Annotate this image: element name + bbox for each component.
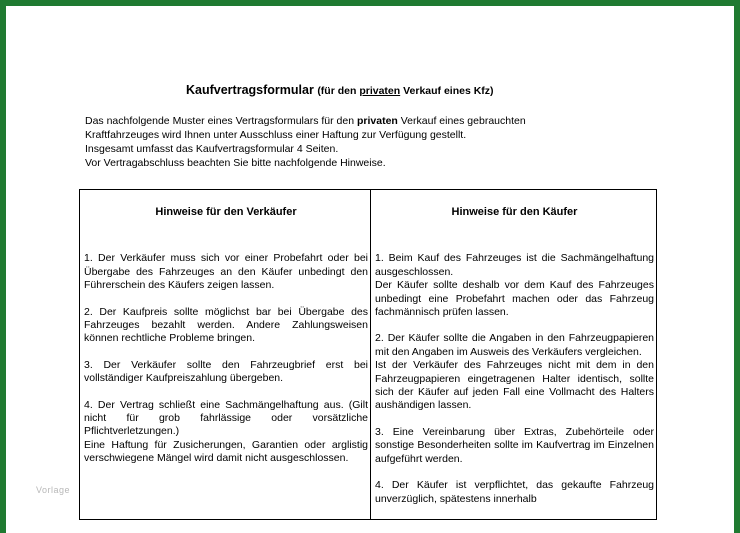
title-main: Kaufvertragsformular xyxy=(186,83,314,97)
watermark: Vorlage xyxy=(36,485,71,495)
seller-item-2: 2. Der Kaufpreis sollte möglichst bar bei Übergabe des Fahrzeuges bezahlt werden. Andere Zahlungsweisen können rechtliche Probleme bringen. xyxy=(84,305,368,345)
intro-line-4: Vor Vertragabschluss beachten Sie bitte nachfolgende Hinweise. xyxy=(85,157,386,169)
seller-item-4a: 4. Der Vertrag schließt eine Sachmängelhaftung aus. (Gilt nicht für grob fahrlässige oder vorsätzliche Pflichtverletzungen.) xyxy=(84,398,368,438)
buyer-heading: Hinweise für den Käufer xyxy=(451,206,578,218)
document-page xyxy=(6,6,734,533)
intro-paragraph xyxy=(85,114,645,170)
title-subtitle: (für den privaten Verkauf eines Kfz) xyxy=(317,85,494,97)
document-title xyxy=(186,83,494,97)
intro-line-2: Kraftfahrzeuges wird Ihnen unter Ausschluss einer Haftung zur Verfügung gestellt. xyxy=(85,129,467,141)
intro-bold-word: privaten xyxy=(356,115,398,127)
buyer-item-3: 3. Eine Vereinbarung über Extras, Zubehörteile oder sonstige Besonderheiten sollte im Kaufvertrag im Einzelnen aufgeführt werden. xyxy=(375,425,654,465)
hints-table xyxy=(79,189,657,520)
buyer-item-1a: 1. Beim Kauf des Fahrzeuges ist die Sachmängelhaftung ausgeschlossen. xyxy=(375,252,654,278)
buyer-item-1b: Der Käufer sollte deshalb vor dem Kauf des Fahrzeuges unbedingt eine Probefahrt machen oder das Fahrzeug fachmännisch prüfen lassen. xyxy=(375,279,654,319)
buyer-item-2b: Ist der Verkäufer des Fahrzeuges nicht mit dem in den Fahrzeugpapieren eingetragenen Halter identisch, sollte sich der Käufer auf jeden Fall eine Vollmacht des Halters aushändigen lassen. xyxy=(375,359,654,412)
buyer-column xyxy=(371,190,657,520)
seller-heading: Hinweise für den Verkäufer xyxy=(155,206,297,218)
seller-column xyxy=(80,190,371,520)
seller-item-1: 1. Der Verkäufer muss sich vor einer Probefahrt oder bei Übergabe des Fahrzeuges an den Käufer unbedingt den Führerschein des Käufers zeigen lassen. xyxy=(84,252,368,292)
buyer-item-4: 4. Der Käufer ist verpflichtet, das gekaufte Fahrzeug unverzüglich, spätestens innerhalb xyxy=(375,479,654,505)
intro-line-3: Insgesamt umfasst das Kaufvertragsformular 4 Seiten. xyxy=(85,143,339,155)
seller-item-4b: Eine Haftung für Zusicherungen, Garantien oder arglistig verschwiegene Mängel wird damit nicht ausgeschlossen. xyxy=(84,438,368,465)
intro-line-1: Das nachfolgende Muster eines Vertragsformulars für den privaten Verkauf eines gebrauchten xyxy=(85,115,526,127)
buyer-item-2a: 2. Der Käufer sollte die Angaben in den Fahrzeugpapieren mit den Angaben im Ausweis des Verkäufers vergleichen. xyxy=(375,332,654,358)
title-emphasis: privaten xyxy=(359,85,401,97)
seller-item-3: 3. Der Verkäufer sollte den Fahrzeugbrief erst bei vollständiger Kaufpreiszahlung übergeben. xyxy=(84,358,368,385)
